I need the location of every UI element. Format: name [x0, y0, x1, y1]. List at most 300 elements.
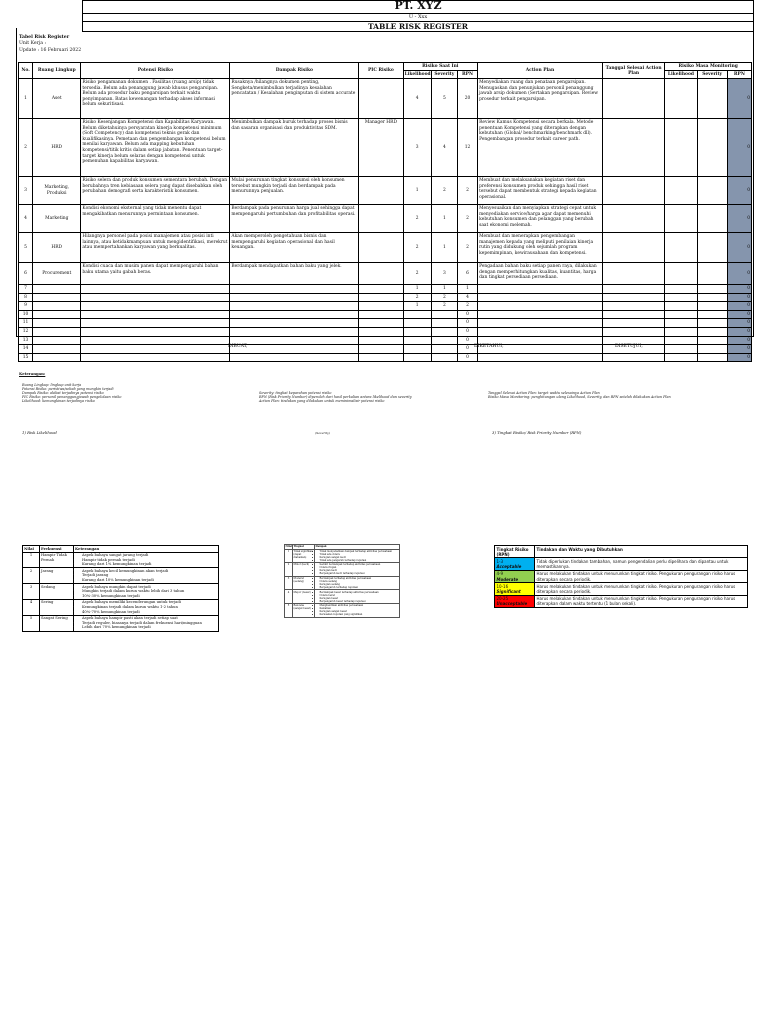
keterangan-right — [488, 391, 708, 399]
table-row — [19, 177, 752, 205]
row-dampak — [230, 285, 359, 294]
bullet-item: • Cidera ringan — [320, 566, 399, 569]
keterangan-title: Keterangan: — [19, 371, 46, 376]
row-likelihood: 1 — [403, 285, 431, 294]
row-monitor-likelihood — [665, 336, 697, 345]
bullet-item: • Mungkin terjadi dalam kurun waktu lebih dari 3 tahun — [82, 589, 217, 594]
table-row — [19, 353, 752, 362]
row-monitor-rpn: 0 — [727, 205, 751, 233]
row-monitor-rpn: 0 — [727, 302, 751, 311]
bullet-item: • Terjadi reguler, biasanya terjadi dalam frekuensi hari/mingguan — [82, 621, 217, 626]
row-rpn: 0 — [457, 327, 477, 336]
row-rpn: 0 — [457, 310, 477, 319]
table-row — [19, 263, 752, 285]
bullet-item: • Berpengaruh kecil terhadap reputasi — [320, 572, 399, 575]
bullet-item: • Berpengaruh besar terhadap reputasi — [320, 600, 399, 603]
register-body — [19, 79, 752, 362]
rpn-col-tindakan: Tindakan dan Waktu yang Dibutuhkan — [535, 546, 748, 558]
row-tanggal — [602, 302, 664, 311]
row-action-plan: Menyediakan ruang dan penataan pengarsipan. Menugaskan dan penunjukan personil penanggung jawab arsip dokumen (Sertakan pengarsipan. Review prosedur terkait pengarsipan. — [478, 79, 603, 119]
severity-table — [284, 544, 400, 618]
row-pic — [359, 285, 403, 294]
sign-dibuat: DIBUAT, — [228, 344, 248, 349]
row-likelihood — [403, 336, 431, 345]
row-severity — [431, 353, 457, 362]
row-monitor-severity — [697, 79, 727, 119]
row-monitor-severity — [697, 345, 727, 354]
row-dampak — [230, 293, 359, 302]
row-potensi — [81, 293, 230, 302]
bullet-item: • Kematian — [320, 607, 399, 610]
row-no: 9 — [19, 302, 33, 311]
row-rpn: 0 — [457, 336, 477, 345]
bullet-item: • Aspek bahaya mungkin dapat terjadi — [82, 585, 217, 590]
sev-col-nilai: Nilai — [285, 545, 292, 549]
row-likelihood: 3 — [403, 119, 431, 177]
row-likelihood — [403, 353, 431, 362]
sev-nilai: 1 — [285, 549, 293, 563]
row-dampak — [230, 327, 359, 336]
table-row — [19, 285, 752, 294]
row-monitor-likelihood — [665, 319, 697, 328]
rpn-range: 1-3 — [496, 558, 504, 564]
row-scope — [33, 345, 81, 354]
row-potensi — [81, 319, 230, 328]
row-dampak: Akan memperoleh pengetahuan bisnis dan mempengaruhi kegiatan operasional dan hasil keuangan. — [230, 233, 359, 263]
row-rpn: 0 — [457, 319, 477, 328]
table-row — [19, 79, 752, 119]
row-monitor-rpn: 0 — [727, 79, 751, 119]
row-rpn: 12 — [457, 119, 477, 177]
row-action-plan: Review Kamus Kompetensi secara berkala. Metode penentuan Kompetensi yang diterapkan dengan kebutuhan (Global/ benchmarking/benchmark dll). Pengembangan prosedur terkait career path. — [478, 119, 603, 177]
row-monitor-severity — [697, 177, 727, 205]
row-scope — [33, 327, 81, 336]
row-action-plan: Pengadaan bahan baku setiap panen raya, dilakukan dengan memperhitungkan kualitas, kuantitas, harga dan tingkat persediaan persediaan. — [478, 263, 603, 285]
row-scope — [33, 310, 81, 319]
row-monitor-rpn: 0 — [727, 263, 751, 285]
lik-frekuensi: Sedang — [40, 584, 74, 600]
sev-col-tingkat: Tingkat — [293, 545, 315, 550]
col-tanggal: Tanggal Selesai Action Plan — [602, 63, 664, 79]
bullet-item: • Kerugian sangat kecil — [320, 556, 399, 559]
likelihood-table — [22, 545, 219, 632]
table-row — [19, 293, 752, 302]
row-likelihood: 4 — [403, 79, 431, 119]
row-monitor-rpn: 0 — [727, 345, 751, 354]
document-meta — [19, 35, 81, 54]
row-action-plan — [478, 327, 603, 336]
row-potensi: Kondisi cuaca dan musim panen dapat mempengaruhi bahan baku utama yaitu gabah beras. — [81, 263, 230, 285]
bullet-list — [75, 553, 217, 567]
row-potensi: Risiko Kesenjangan Kompetensi dan Kapabilitas Karyawan. Belum diketahuinya persyaratan kinerja kompetensi minimum (Soft Competency) dan kompetensi teknis gerak dan kualifikasinya. Pemetaan dan pengembangan kompetensi belum menilai karyawan. Belum ada mapping kebutuhan kompetensi/titik kritis dalam setiap jabatan. Penentuan target-target kinerja belum selaras dengan kompetensi untuk pemenuhan kapabilitas karyawan. — [81, 119, 230, 177]
table-row — [19, 310, 752, 319]
bullet-item: • Cidera berat — [320, 594, 399, 597]
bullet-item: • Aspek bahaya memiliki kecenderungan untuk terjadi — [82, 600, 217, 605]
row-pic — [359, 345, 403, 354]
row-monitor-rpn: 0 — [727, 293, 751, 302]
sev-col-dampak: Dampak — [315, 545, 400, 550]
row-monitor-rpn: 0 — [727, 310, 751, 319]
row-action-plan — [478, 285, 603, 294]
row-monitor-likelihood — [665, 177, 697, 205]
row-action-plan — [478, 293, 603, 302]
lik-frekuensi: Hampir Tidak Pernah — [40, 552, 74, 568]
row-severity: 5 — [431, 79, 457, 119]
row-dampak — [230, 319, 359, 328]
rpn-range: 20-25 — [496, 596, 509, 602]
bullet-item: • Terjadi jarang — [82, 573, 217, 578]
severity-row — [285, 563, 400, 577]
sev-tingkat: Bencana (sangat besar) — [293, 603, 315, 617]
row-potensi: Risiko pengamanan dokumen . Fasilitas (ruang arsip) tidak tersedia. Belum ada penanggung jawab khusus pengarsipan. Belum ada prosedur baku pengarsipan terkait waktu penyimpanan. Batas kewenangan terhadap akses informasi belum sekuritisasi. — [81, 79, 230, 119]
row-monitor-likelihood — [665, 119, 697, 177]
sev-tingkat: Mayor (besar) — [293, 590, 315, 604]
col-no: No. — [19, 63, 33, 79]
severity-row — [285, 590, 400, 604]
note-line: Action Plan: tindakan yang dilakukan untuk meminimalisir potensi risiko — [259, 399, 385, 403]
row-pic — [359, 319, 403, 328]
row-monitor-severity — [697, 310, 727, 319]
row-monitor-rpn: 0 — [727, 233, 751, 263]
row-dampak — [230, 302, 359, 311]
table-row — [19, 327, 752, 336]
row-rpn: 2 — [457, 205, 477, 233]
row-no: 15 — [19, 353, 33, 362]
row-severity — [431, 336, 457, 345]
rpn-level-name: Significant — [496, 588, 521, 594]
note-line: Likelihood: kemungkinan terjadinya risiko — [22, 399, 95, 403]
row-tanggal — [602, 79, 664, 119]
row-monitor-likelihood — [665, 233, 697, 263]
bullet-list — [75, 569, 217, 583]
row-potensi — [81, 345, 230, 354]
likelihood-row — [23, 599, 219, 615]
row-likelihood: 2 — [403, 263, 431, 285]
likelihood-row — [23, 568, 219, 584]
likelihood-row — [23, 584, 219, 600]
row-monitor-severity — [697, 205, 727, 233]
rpn-level-name: Moderate — [496, 576, 519, 582]
row-potensi — [81, 285, 230, 294]
bullet-list — [316, 550, 399, 562]
row-potensi — [81, 302, 230, 311]
row-monitor-likelihood — [665, 345, 697, 354]
rpn-level-name: Acceptable — [496, 564, 522, 570]
row-monitor-likelihood — [665, 205, 697, 233]
update-date: Update : 16 Februari 2022 — [19, 47, 82, 53]
bullet-item: • Tidak menyebabkan dampak terhadap aktivitas perusahaan — [320, 550, 399, 553]
lik-nilai: 2 — [23, 568, 40, 584]
row-no: 2 — [19, 119, 33, 177]
row-no: 5 — [19, 233, 33, 263]
row-monitor-rpn: 0 — [727, 327, 751, 336]
bullet-item: • Menghentikan aktivitas perusahaan — [320, 604, 399, 607]
lik-col-frekuensi: Frekuensi — [40, 546, 74, 553]
bullet-item: • Berpengaruh terhadap reputasi — [320, 586, 399, 589]
row-monitor-rpn: 0 — [727, 319, 751, 328]
row-tanggal — [602, 205, 664, 233]
row-monitor-severity — [697, 302, 727, 311]
row-pic — [359, 205, 403, 233]
item-list-cell — [315, 563, 400, 577]
bullet-list — [316, 563, 399, 575]
row-pic — [359, 233, 403, 263]
row-rpn: 2 — [457, 177, 477, 205]
row-action-plan: Membuat dan melaksanakan kegiatan riset dan preferensi konsumen produk sehingga hasil riset tersebut dapat membentuk strategi kepada kegiatan operasional. — [478, 177, 603, 205]
col-potensi: Potensi Risiko — [81, 63, 230, 79]
lik-col-keterangan: Keterangan — [74, 546, 219, 553]
row-dampak: Berdampak pada penurunan harga jual sehingga dapat mempengaruhi pertumbuhan dan profitabilitas operasi. — [230, 205, 359, 233]
row-no: 6 — [19, 263, 33, 285]
row-likelihood — [403, 319, 431, 328]
row-scope — [33, 336, 81, 345]
rpn-row — [495, 570, 748, 582]
row-potensi: Kondisi ekonomi eksternal yang tidak menentu dapat mengakibatkan menurunnya permintaan konsumen. — [81, 205, 230, 233]
row-tanggal — [602, 263, 664, 285]
row-tanggal — [602, 319, 664, 328]
col-monitor-rpn: RPN — [727, 71, 751, 79]
row-no: 14 — [19, 345, 33, 354]
row-scope: HRD — [33, 119, 81, 177]
row-monitor-likelihood — [665, 302, 697, 311]
note-line: Severity: tingkat keparahan potensi risiko — [259, 391, 332, 395]
bullet-item: • 40%-70% kemungkinan terjadi — [82, 610, 217, 615]
sev-nilai: 4 — [285, 590, 293, 604]
table-row — [19, 205, 752, 233]
rpn-row — [495, 583, 748, 595]
col-pic: PIC Risiko — [359, 63, 403, 79]
row-rpn: 2 — [457, 302, 477, 311]
row-tanggal — [602, 353, 664, 362]
row-severity: 2 — [431, 293, 457, 302]
row-likelihood: 1 — [403, 302, 431, 311]
row-monitor-severity — [697, 336, 727, 345]
rpn-action: Tidak diperlukan tindakan tambahan, namun pengendalian perlu dipelihara dan dipantau untuk memastikannya. — [535, 558, 748, 570]
row-no: 10 — [19, 310, 33, 319]
row-severity: 4 — [431, 119, 457, 177]
row-dampak: Berdampak mendapatkan bahan baku yang jelek. — [230, 263, 359, 285]
item-list-cell — [74, 599, 219, 615]
row-action-plan — [478, 310, 603, 319]
row-pic: Manager HRD — [359, 119, 403, 177]
row-monitor-severity — [697, 353, 727, 362]
row-likelihood: 1 — [403, 177, 431, 205]
row-likelihood: 2 — [403, 233, 431, 263]
row-action-plan — [478, 302, 603, 311]
caption-severity: (Severity) — [315, 431, 330, 435]
bullet-item: • Kerugian besar — [320, 597, 399, 600]
row-pic — [359, 263, 403, 285]
row-tanggal — [602, 327, 664, 336]
row-rpn: 0 — [457, 353, 477, 362]
row-monitor-likelihood — [665, 263, 697, 285]
col-likelihood: Likelihood — [404, 72, 431, 77]
bullet-item: • Tidak ada pengaruh terhadap reputasi — [320, 559, 399, 562]
row-severity: 1 — [431, 285, 457, 294]
lik-nilai: 3 — [23, 584, 40, 600]
bullet-item: • Kerugian kecil — [320, 569, 399, 572]
note-line: PIC Risiko: personil penanggungjawab pengelolaan risiko — [22, 395, 122, 399]
row-potensi — [81, 353, 230, 362]
bullet-item: • Aspek bahaya kecil kemungkinan akan terjadi — [82, 569, 217, 574]
row-rpn: 6 — [457, 263, 477, 285]
likelihood-row — [23, 552, 219, 568]
row-potensi: Risiko selera dan produk konsumen sementara berubah. Dengan berubahnya tren kebiasaan selera yang dapat disebabkan oleh perubahan demografi serta karakteristik konsumen. — [81, 177, 230, 205]
row-no: 11 — [19, 319, 33, 328]
bullet-item: • Berdampak terhadap aktivitas perusahaan — [320, 577, 399, 580]
bullet-item: • Kerugian sangat besar — [320, 610, 399, 613]
sev-tingkat: Tidak signifikan (dapat diabaikan) — [293, 549, 315, 563]
item-list-cell — [74, 552, 219, 568]
bullet-item: • Kemungkinan terjadi dalam kurun waktu 1-2 tahun — [82, 605, 217, 610]
lik-col-nilai: Nilai — [23, 546, 40, 553]
row-severity — [431, 345, 457, 354]
sev-nilai: 5 — [285, 603, 293, 617]
bullet-list — [75, 600, 217, 614]
col-risiko-saat-ini: Risiko Saat Ini — [403, 63, 478, 71]
item-list-cell — [74, 568, 219, 584]
table-row — [19, 233, 752, 263]
bullet-list — [75, 585, 217, 599]
row-no: 7 — [19, 285, 33, 294]
table-row — [19, 319, 752, 328]
row-rpn: 4 — [457, 293, 477, 302]
row-tanggal — [602, 310, 664, 319]
unit-name: U - Xxx — [83, 14, 753, 22]
item-list-cell — [74, 615, 219, 631]
lik-frekuensi: Jarang — [40, 568, 74, 584]
row-dampak: Mulai penurunan tingkat konsumsi oleh konsumen tersebut mungkin terjadi dan berdampak pada menurunnya penjualan. — [230, 177, 359, 205]
sign-diketahui: DIKETAHUI, — [474, 344, 504, 349]
row-no: 3 — [19, 177, 33, 205]
bullet-item: • Cidera sedang — [320, 580, 399, 583]
item-list-cell — [315, 549, 400, 563]
sign-disetujui: DISETUJUI, — [615, 344, 643, 349]
row-no: 8 — [19, 293, 33, 302]
sev-tingkat: Minor (kecil) — [293, 563, 315, 577]
row-monitor-severity — [697, 233, 727, 263]
row-rpn: 0 — [457, 345, 477, 354]
sev-nilai: 3 — [285, 576, 293, 590]
rpn-table — [494, 545, 748, 608]
row-tanggal — [602, 177, 664, 205]
bullet-item: • Tidak ada cidera — [320, 553, 399, 556]
row-monitor-rpn: 0 — [727, 119, 751, 177]
bullet-item: • Aspek bahaya sangat jarang terjadi — [82, 553, 217, 558]
bullet-item: • Kurang dari 10% kemungkinan terjadi — [82, 578, 217, 583]
rpn-level-cell — [495, 583, 535, 595]
rpn-action: Harus melakukan tindakan untuk menurunkan tingkat risiko. Pengukuran pengurangan risiko harus diterapkan secara periodik. — [535, 583, 748, 595]
row-scope: HRD — [33, 233, 81, 263]
row-likelihood: 2 — [403, 293, 431, 302]
row-likelihood: 2 — [403, 205, 431, 233]
row-monitor-rpn: 0 — [727, 336, 751, 345]
row-monitor-rpn: 0 — [727, 353, 751, 362]
lik-nilai: 5 — [23, 615, 40, 631]
row-monitor-likelihood — [665, 353, 697, 362]
bullet-list — [316, 604, 399, 616]
bullet-item: • Lebih dari 70% kemungkinan terjadi — [82, 625, 217, 630]
col-monitor-likelihood: Likelihood — [665, 71, 697, 79]
likelihood-row — [23, 615, 219, 631]
row-scope — [33, 302, 81, 311]
keterangan-middle — [259, 391, 444, 403]
severity-row — [285, 603, 400, 617]
row-monitor-rpn: 0 — [727, 177, 751, 205]
row-rpn: 2 — [457, 233, 477, 263]
rpn-col-tingkat: Tingkat Risiko (RPN) — [495, 546, 535, 558]
sev-tingkat: Moderat (sedang) — [293, 576, 315, 590]
bullet-list — [75, 616, 217, 630]
rpn-level-name: Unacceptable — [496, 601, 528, 607]
col-ruang-lingkup: Ruang Lingkup — [33, 63, 81, 79]
row-action-plan — [478, 319, 603, 328]
row-scope — [33, 285, 81, 294]
severity-body — [285, 549, 400, 617]
row-monitor-likelihood — [665, 285, 697, 294]
likelihood-body — [23, 552, 219, 631]
rpn-level-cell — [495, 558, 535, 570]
lik-frekuensi: Sangat Sering — [40, 615, 74, 631]
caption-rpn: 3) Tingkat Risiko/ Risk Priority Number (RPN) — [492, 430, 582, 435]
row-dampak: Menimbulkan dampak buruk terhadap proses bisnis dan sasaran organisasi dan produktivitas SDM. — [230, 119, 359, 177]
note-line: RPN (Risk Priority Number) diperoleh dari hasil perkalian antara likelihood dan severity — [259, 395, 412, 399]
col-monitor-severity: Severity — [697, 71, 727, 79]
bullet-item: • Kurang dari 1% kemungkinan terjadi — [82, 562, 217, 567]
row-tanggal — [602, 285, 664, 294]
rpn-body — [495, 558, 748, 608]
row-potensi — [81, 310, 230, 319]
row-potensi — [81, 327, 230, 336]
bullet-item: • Hampir tidak pernah terjadi — [82, 558, 217, 563]
row-pic — [359, 327, 403, 336]
row-severity: 2 — [431, 177, 457, 205]
bullet-item: • Berdampak besar terhadap aktivitas perusahaan — [320, 591, 399, 594]
keterangan-left — [22, 383, 222, 403]
lik-nilai: 1 — [23, 552, 40, 568]
row-severity — [431, 319, 457, 328]
bullet-item: • Kerugian sedang — [320, 583, 399, 586]
caption-likelihood: 1) Risk Likelihood — [22, 430, 57, 435]
row-potensi: Hilangnya personel pada posisi manajemen atau posisi inti lainnya, atau ketidakmampuan untuk mengidentifikasi, merekrut atau mempertahankan karyawan yang berkualitas. — [81, 233, 230, 263]
doc-name: Tabel Risk Register — [19, 35, 70, 40]
row-scope — [33, 319, 81, 328]
note-line: Potensi Risiko: peristiwa/sebab yang mungkin terjadi — [22, 387, 114, 391]
row-scope: Marketing — [33, 205, 81, 233]
row-action-plan: Menyesuaikan dan menyiapkan strategi cepat untuk menyediakan service/harga agar dapat memenuhi kebutuhan konsumen dan pelanggan yang berubah saat ekonomi melemah. — [478, 205, 603, 233]
row-scope: Procurement — [33, 263, 81, 285]
row-scope — [33, 293, 81, 302]
row-pic — [359, 177, 403, 205]
row-rpn: 20 — [457, 79, 477, 119]
row-monitor-severity — [697, 285, 727, 294]
row-no: 1 — [19, 79, 33, 119]
company-name: PT. XYZ — [83, 1, 753, 14]
row-tanggal — [602, 119, 664, 177]
bullet-item: • Kerusakan reputasi yang signifikan — [320, 613, 399, 616]
row-monitor-severity — [697, 119, 727, 177]
row-likelihood — [403, 327, 431, 336]
row-scope: Aset — [33, 79, 81, 119]
rpn-row — [495, 595, 748, 607]
rpn-action: Harus melakukan tindakan untuk menurunkan tingkat risiko. Pengukuran pengurangan risiko harus diterapkan secara periodik. — [535, 570, 748, 582]
row-monitor-rpn: 0 — [727, 285, 751, 294]
note-line: Tanggal Selesai Action Plan: target waktu selesainya Action Plan — [488, 391, 600, 395]
row-severity: 1 — [431, 233, 457, 263]
bullet-item: • Sedikit berdampak terhadap aktivitas perusahaan — [320, 563, 399, 566]
row-pic — [359, 310, 403, 319]
table-row — [19, 302, 752, 311]
